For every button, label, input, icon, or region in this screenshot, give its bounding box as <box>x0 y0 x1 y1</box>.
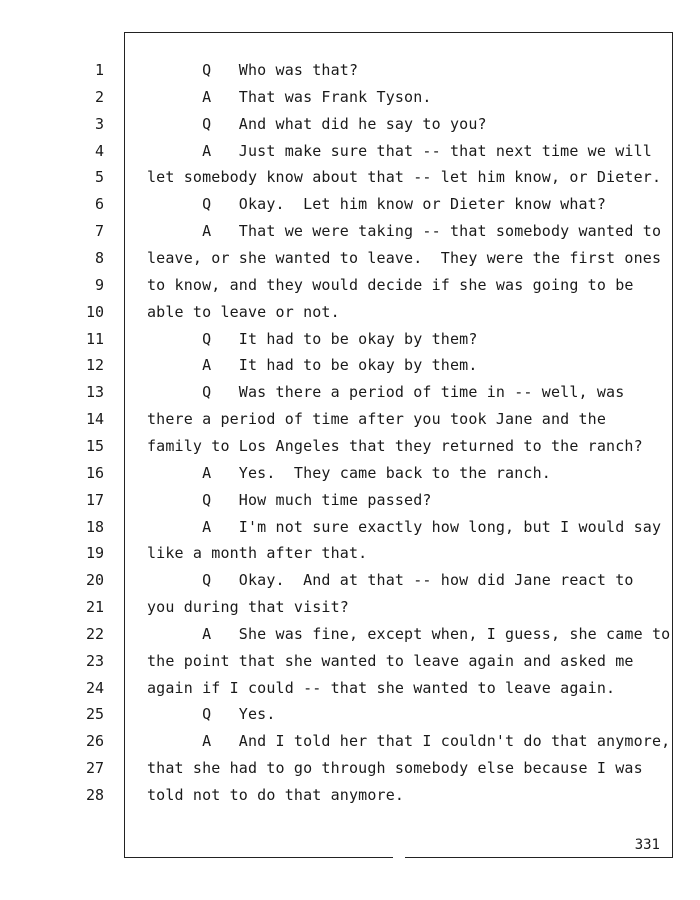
transcript-line <box>0 164 700 191</box>
line-text: there a period of time after you took Jane and the <box>147 410 607 429</box>
transcript-line <box>0 272 700 299</box>
line-text: able to leave or not. <box>147 302 340 321</box>
line-number: 9 <box>94 275 104 294</box>
line-text: Q Yes. <box>147 705 276 724</box>
line-number: 5 <box>94 168 104 187</box>
transcript-line <box>0 621 700 648</box>
line-number: 10 <box>85 302 104 321</box>
line-number: 7 <box>94 222 104 241</box>
line-text: like a month after that. <box>147 544 368 563</box>
line-number: 25 <box>85 705 104 724</box>
transcript-line <box>0 782 700 809</box>
line-text: A It had to be okay by them. <box>147 356 478 375</box>
line-text: A Yes. They came back to the ranch. <box>147 463 551 482</box>
transcript-line <box>0 460 700 487</box>
transcript-line <box>0 594 700 621</box>
line-number: 2 <box>94 87 104 106</box>
line-number: 24 <box>85 678 104 697</box>
line-text: Q It had to be okay by them? <box>147 329 478 348</box>
line-number: 27 <box>85 759 104 778</box>
line-number: 4 <box>94 141 104 160</box>
page-border-bottom-right <box>405 857 673 858</box>
line-text: A Just make sure that -- that next time we will <box>147 141 652 160</box>
transcript-line <box>0 191 700 218</box>
line-text: A I'm not sure exactly how long, but I would say <box>147 517 662 536</box>
line-number: 19 <box>85 544 104 563</box>
transcript-line <box>0 111 700 138</box>
line-number: 23 <box>85 651 104 670</box>
line-text: told not to do that anymore. <box>147 786 405 804</box>
transcript-line <box>0 379 700 406</box>
line-text: A That we were taking -- that somebody wanted to <box>147 222 662 241</box>
line-number: 18 <box>85 517 104 536</box>
transcript-line <box>0 433 700 460</box>
transcript-line <box>0 487 700 514</box>
page-border-top <box>124 32 673 33</box>
line-number: 1 <box>94 61 104 79</box>
transcript-line <box>0 675 700 702</box>
transcript-line <box>0 245 700 272</box>
line-text: you during that visit? <box>147 598 349 616</box>
page-border-bottom-left <box>124 857 393 858</box>
line-number: 11 <box>85 329 104 348</box>
line-text: Q Who was that? <box>147 61 359 79</box>
line-number: 21 <box>85 598 104 616</box>
line-number: 28 <box>85 786 104 804</box>
line-text: Q Okay. Let him know or Dieter know what? <box>147 195 607 214</box>
line-text: leave, or she wanted to leave. They were the first ones <box>147 249 662 267</box>
transcript-line <box>0 57 700 84</box>
line-number: 15 <box>85 436 104 455</box>
line-text: again if I could -- that she wanted to leave again. <box>147 678 616 697</box>
line-text: Q Okay. And at that -- how did Jane react to <box>147 571 634 590</box>
line-text: Q Was there a period of time in -- well, was <box>147 383 625 402</box>
transcript-line <box>0 701 700 728</box>
line-number: 6 <box>94 195 104 214</box>
line-number: 17 <box>85 490 104 509</box>
line-text: A She was fine, except when, I guess, she came to <box>147 624 671 643</box>
line-text: that she had to go through somebody else because I was <box>147 759 643 778</box>
line-text: let somebody know about that -- let him know, or Dieter. <box>147 168 662 187</box>
transcript-line <box>0 218 700 245</box>
page-number: 331 <box>634 837 660 853</box>
line-text: family to Los Angeles that they returned to the ranch? <box>147 436 643 455</box>
transcript-line <box>0 299 700 326</box>
transcript-line <box>0 514 700 541</box>
line-number: 13 <box>85 383 104 402</box>
transcript-line <box>0 84 700 111</box>
transcript-line <box>0 755 700 782</box>
line-number: 22 <box>85 624 104 643</box>
transcript-line <box>0 406 700 433</box>
transcript-line <box>0 540 700 567</box>
transcript-line <box>0 728 700 755</box>
line-number: 8 <box>94 249 104 267</box>
line-text: Q How much time passed? <box>147 490 432 509</box>
transcript-line <box>0 138 700 165</box>
transcript-line <box>0 352 700 379</box>
transcript-line <box>0 567 700 594</box>
line-text: to know, and they would decide if she was going to be <box>147 275 634 294</box>
line-text: A And I told her that I couldn't do that anymore, <box>147 732 671 751</box>
line-text: the point that she wanted to leave again and asked me <box>147 651 634 670</box>
line-text: Q And what did he say to you? <box>147 114 487 133</box>
line-number: 16 <box>85 463 104 482</box>
line-number: 3 <box>94 114 104 133</box>
line-number: 14 <box>85 410 104 429</box>
line-text: A That was Frank Tyson. <box>147 87 432 106</box>
line-number: 12 <box>85 356 104 375</box>
transcript-line <box>0 648 700 675</box>
line-number: 20 <box>85 571 104 590</box>
transcript-line <box>0 326 700 353</box>
line-number: 26 <box>85 732 104 751</box>
